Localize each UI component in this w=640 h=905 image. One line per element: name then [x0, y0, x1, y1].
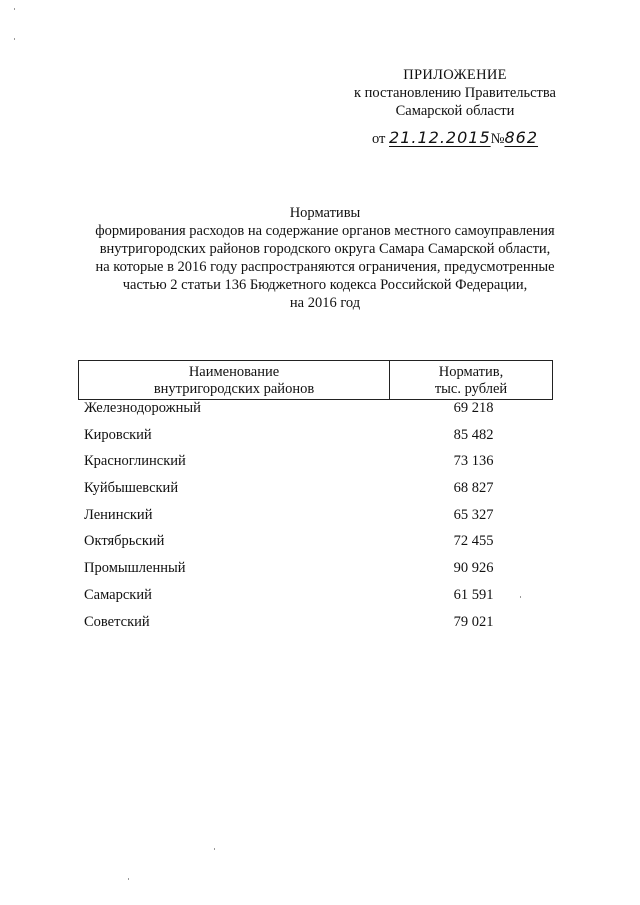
appendix-title: ПРИЛОЖЕНИЕ	[403, 67, 507, 83]
norm-value: 85 482	[453, 426, 494, 443]
document-heading	[60, 204, 590, 312]
scan-speck	[14, 38, 15, 40]
heading-line: частью 2 статьи 136 Бюджетного кодекса Российской Федерации,	[122, 277, 528, 293]
table-row	[78, 427, 553, 454]
district-name: Ленинский	[84, 506, 153, 523]
heading-line: формирования расходов на содержание органов местного самоуправления	[95, 223, 555, 239]
table-row	[78, 507, 553, 534]
heading-line: внутригородских районов городского округа Самара Самарской области,	[99, 241, 551, 257]
district-name: Куйбышевский	[84, 480, 179, 497]
district-name: Красноглинский	[84, 453, 186, 470]
table-row	[78, 614, 553, 641]
table-row	[78, 453, 553, 480]
district-name: Советский	[84, 613, 150, 630]
norm-value: 61 591	[453, 586, 494, 603]
norm-value: 69 218	[453, 400, 494, 416]
handwritten-number: 862	[504, 128, 539, 147]
norm-value: 73 136	[453, 453, 494, 470]
norm-value: 79 021	[453, 613, 494, 630]
header-text: Наименование	[188, 364, 280, 380]
scan-speck	[14, 8, 15, 10]
norm-value: 90 926	[453, 560, 494, 577]
district-name: Промышленный	[84, 560, 186, 577]
district-name: Октябрьский	[84, 533, 165, 550]
district-name: Железнодорожный	[84, 400, 201, 416]
table-row	[78, 480, 553, 507]
header-text: Норматив,	[438, 364, 504, 380]
header-text: внутригородских районов	[153, 381, 315, 397]
scan-speck	[520, 596, 521, 598]
norm-value: 72 455	[453, 533, 494, 550]
decree-date-line	[372, 128, 538, 148]
appendix-line-2: к постановлению Правительства	[354, 85, 556, 101]
table-row	[78, 400, 553, 427]
table-row	[78, 560, 553, 587]
number-prefix: №	[490, 131, 505, 147]
header-text: тыс. рублей	[434, 381, 508, 397]
table-row	[78, 533, 553, 560]
district-name: Кировский	[84, 426, 152, 443]
norms-table	[78, 360, 553, 640]
norm-value: 65 327	[453, 506, 494, 523]
header-district-name	[79, 361, 390, 399]
appendix-line-3: Самарской области	[395, 103, 515, 119]
table-row	[78, 587, 553, 614]
handwritten-date: 21.12.2015	[389, 128, 491, 147]
scan-speck	[214, 848, 215, 850]
heading-line: на 2016 год	[289, 295, 361, 311]
norm-value: 68 827	[453, 480, 494, 497]
appendix-block	[330, 66, 580, 120]
scan-speck	[128, 878, 129, 880]
heading-title: Нормативы	[289, 205, 361, 221]
date-prefix: от	[372, 131, 386, 147]
table-body	[78, 400, 553, 640]
district-name: Самарский	[84, 586, 152, 603]
header-norm-value	[390, 361, 552, 399]
heading-line: на которые в 2016 году распространяются ограничения, предусмотренные	[95, 259, 555, 275]
table-header	[78, 360, 553, 400]
